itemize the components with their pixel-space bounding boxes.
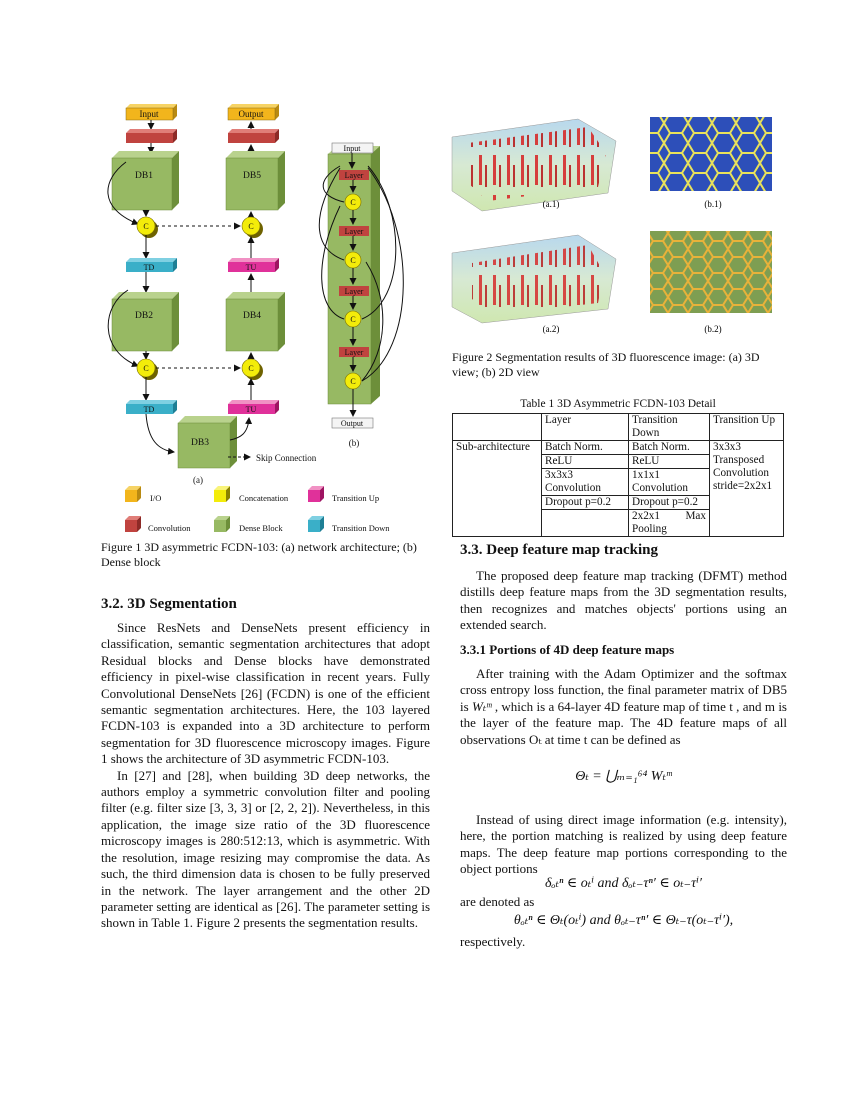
table-1-title: Table 1 3D Asymmetric FCDN-103 Detail — [520, 398, 716, 410]
concat-node-1 — [137, 217, 158, 238]
label-a1: (a.1) — [542, 199, 560, 209]
section-3-3-1-heading: 3.3.1 Portions of 4D deep feature maps — [460, 642, 675, 657]
skip-connection-label: Skip Connection — [256, 453, 317, 463]
dense-output-label: Output — [340, 419, 364, 428]
input-label: Input — [139, 109, 159, 119]
dense-input-label: Input — [343, 144, 361, 153]
subfig-b-label: (b) — [348, 438, 360, 448]
concat-node-5 — [242, 217, 263, 238]
svg-text:C: C — [143, 364, 149, 373]
label-a2: (a.2) — [542, 324, 560, 334]
db2-block — [112, 292, 179, 351]
subfig-a-label: (a) — [193, 475, 203, 485]
tu-label-2: TU — [245, 405, 257, 414]
table-row: ReLU ReLU — [453, 455, 784, 469]
svg-text:C: C — [248, 364, 254, 373]
dense-block-detail — [319, 143, 403, 448]
equation-2: δₒₜⁿ ∈ oₜⁱ and δₒₜ₋τⁿ′ ∈ oₜ₋τⁱ′ — [545, 876, 702, 891]
svg-text:C: C — [248, 222, 254, 231]
output-label: Output — [238, 109, 264, 119]
tu-label-1: TU — [245, 263, 257, 272]
svg-text:Layer: Layer — [344, 171, 364, 180]
image-b1 — [650, 117, 772, 191]
legend-transition-down: Transition Down — [332, 523, 390, 533]
input-block — [126, 104, 177, 120]
td-label-1: TD — [143, 263, 155, 272]
equation-1: Θₜ = ⋃ₘ₌₁⁶⁴ Wₜᵐ — [575, 769, 672, 784]
section-3-3-1-text: are denoted as — [460, 894, 535, 909]
figure-1-diagram — [90, 100, 410, 545]
db5-label: DB5 — [243, 171, 261, 181]
td-block-2 — [126, 400, 177, 414]
concat-node-2 — [137, 359, 158, 380]
equation-3: θₒₜⁿ ∈ Θₜ(oₜⁱ) and θₒₜ₋τⁿ′ ∈ Θₜ₋τ(oₜ₋τⁱ′), — [513, 913, 734, 928]
db1-label: DB1 — [135, 171, 153, 181]
section-3-3-paragraph: The proposed deep feature map tracking (DFMT) method distills deep feature maps from the 3D segmentation results, then recognizes and matches objects' portions using an extended search. — [460, 568, 787, 633]
paragraph: Since ResNets and DenseNets present efficiency in classification, semantic segmentation architectures that adopt Residual blocks and Dense blocks have demonstrated efficiency in pixel-wise classification in recent years. Fully Convolutional DenseNets [26] (FCDN) is one of the efficient semantic segmentation architectures. Here, the 103 layered FCDN-103 is expanded into a 3D architecture to perform segmentation for 3D fluorescence microscopy images. Figure 1 shows the architecture of 3D asymmetric FCDN-103. — [101, 620, 430, 767]
image-b2 — [650, 231, 772, 313]
image-a2 — [452, 235, 616, 323]
figure-1-caption: Figure 1 3D asymmetric FCDN-103: (a) network architecture; (b) Dense block — [101, 540, 417, 569]
svg-text:Layer: Layer — [344, 287, 364, 296]
db2-label: DB2 — [135, 311, 153, 321]
paragraph: In [27] and [28], when building 3D deep networks, the authors employ a symmetric convolution filter and pooling filter (e.g. filter size [3, 3, 3] or [2, 2, 2]). Nevertheless, in this application, the image size ratio of the 3D fluorescence microscopy images is 280:512:13, which is asymmetric. With the resolution, image resizing may compromise the data. As such, the third dimension data is chosen to be fully preserved in the network. The layer arrangement and the other 2D parameter setting are identical as [26]. The parameter setting is shown in Table 1. Figure 2 presents the segmentation results. — [101, 767, 430, 931]
db3-label: DB3 — [191, 438, 209, 448]
table-1 — [452, 413, 784, 537]
output-block — [228, 104, 279, 120]
legend-dense-block: Dense Block — [239, 523, 283, 533]
svg-text:C: C — [350, 315, 356, 324]
legend-io: I/O — [150, 493, 162, 503]
svg-text:C: C — [350, 198, 356, 207]
section-3-3-heading: 3.3. Deep feature map tracking — [460, 542, 659, 558]
td-block-1 — [126, 258, 177, 272]
figure-2-caption: Figure 2 Segmentation results of 3D fluorescence image: (a) 3D view; (b) 2D view — [452, 350, 760, 379]
section-3-3-1-paragraph-2: Instead of using direct image information (e.g. intensity), here, the portion matching is realized by using deep feature maps. The deep feature map portions corresponding to the object portions — [460, 812, 787, 877]
db3-block — [178, 416, 237, 468]
conv-block-top-left — [126, 129, 177, 143]
svg-text:C: C — [143, 222, 149, 231]
legend-transition-up: Transition Up — [332, 493, 380, 503]
svg-text:C: C — [350, 377, 356, 386]
table-row: 3x3x3 Convolution 1x1x1 Convolution — [453, 469, 784, 496]
tu-block-2 — [228, 400, 279, 414]
tu-block-1 — [228, 258, 279, 272]
legend-concatenation: Concatenation — [239, 493, 289, 503]
conv-block-top-right — [228, 129, 279, 143]
concat-node-4 — [242, 359, 263, 380]
label-b1: (b.1) — [704, 199, 722, 209]
section-3-3-1-end: respectively. — [460, 934, 526, 949]
figure-2-images — [448, 113, 788, 343]
db5-block — [226, 151, 285, 210]
label-b2: (b.2) — [704, 324, 722, 334]
table-header-row: Layer Transition Down Transition Up — [453, 414, 784, 441]
legend — [125, 486, 390, 533]
svg-text:Layer: Layer — [344, 227, 364, 236]
db4-block — [226, 292, 285, 351]
image-a1 — [452, 119, 616, 211]
svg-text:C: C — [350, 256, 356, 265]
section-3-2-heading: 3.2. 3D Segmentation — [101, 596, 237, 612]
table-row: Sub-architecture Batch Norm. Batch Norm. 3x3x3 Transposed Convolution stride=2x2x1 — [453, 441, 784, 455]
table-row: 2x2x1 Max Pooling — [453, 510, 784, 537]
section-3-2-body — [101, 620, 430, 932]
svg-text:Layer: Layer — [344, 348, 364, 357]
td-label-2: TD — [143, 405, 155, 414]
section-3-3-1-paragraph-1: After training with the Adam Optimizer and the softmax cross entropy loss function, the final parameter matrix of DB5 is Wₜᵐ , which is a 64-layer 4D feature map of time t , and m is the layer of the feature map. The 4D feature maps of all observations Oₜ at time t can be defined as — [460, 666, 787, 747]
legend-convolution: Convolution — [148, 523, 191, 533]
db1-block — [112, 151, 179, 210]
db4-label: DB4 — [243, 311, 261, 321]
table-row: Dropout p=0.2 Dropout p=0.2 — [453, 496, 784, 510]
